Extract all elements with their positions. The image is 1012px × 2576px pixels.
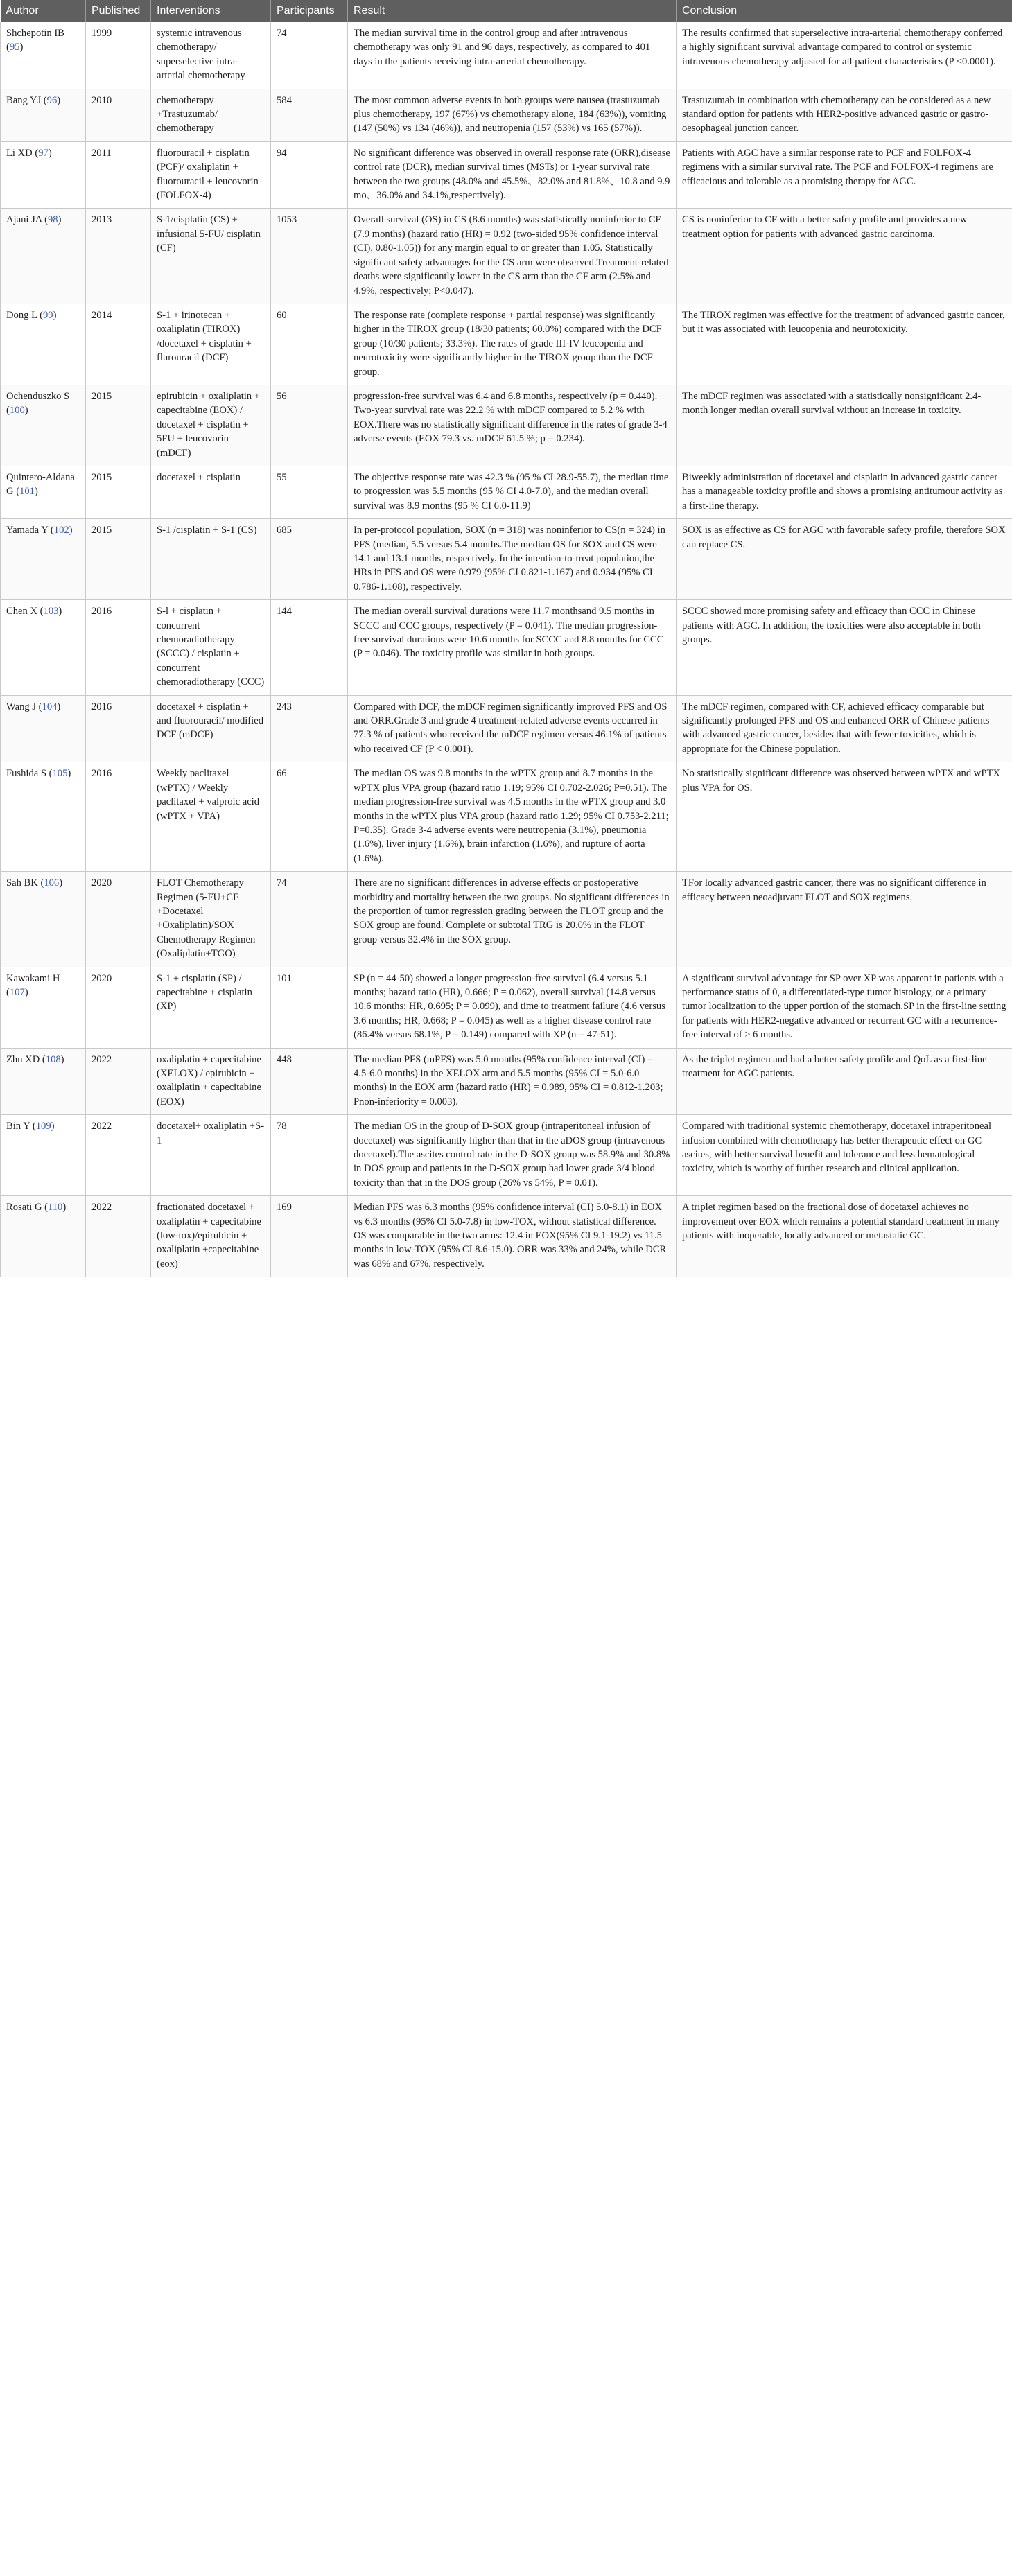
cell-participants: 144 — [271, 600, 348, 695]
cell-interventions: fluorouracil + cisplatin (PCF)/ oxaliplatin + fluorouracil + leucovorin (FOLFOX-4) — [151, 141, 271, 209]
table-row — [1, 304, 1012, 385]
cell-author: Shchepotin IB (95) — [1, 22, 86, 89]
cell-result: The median OS in the group of D-SOX group (intraperitoneal infusion of docetaxel) was significantly higher than that in the aDOS group (intravenous docetaxel).The ascites control rate in the D-SOX group was 58.9% and 30.8% in DOS group and patients in the D-SOX group had lower grade 3/4 blood toxicity than that in the DOS group (26% vs 54%, P = 0.01). — [348, 1115, 677, 1196]
cell-author: Yamada Y (102) — [1, 519, 86, 600]
cell-result: progression-free survival was 6.4 and 6.8 months, respectively (p = 0.440). Two-year survival rate was 22.2 % with mDCF compared to 5.2 % with EOX.There was no statistically significant difference in the rates of grade 3-4 adverse events (EOX 79.3 vs. mDCF 61.5 %; p = 0.234). — [348, 385, 677, 466]
cell-result: The median OS was 9.8 months in the wPTX group and 8.7 months in the wPTX plus VPA group (hazard ratio 1.19; 95% CI 0.702-2.026; P=0.51). The median progression-free survival was 4.5 months in the wPTX group and 3.0 months in the wPTX plus VPA group (hazard ratio 1.29; 95% CI 0.753-2.211; P=0.35). Grade 3-4 adverse events were neutropenia (3.1%), pneumonia (1.6%), liver injury (1.6%), brain infarction (1.6%), and rupture of aorta (1.6%). — [348, 762, 677, 872]
cell-conclusion: Trastuzumab in combination with chemotherapy can be considered as a new standard option for patients with HER2-positive advanced gastric or gastro-oesophageal junction cancer. — [677, 89, 1012, 141]
table-row — [1, 600, 1012, 695]
cell-interventions: epirubicin + oxaliplatin + capecitabine (EOX) / docetaxel + cisplatin + 5FU + leucovorin (mDCF) — [151, 385, 271, 466]
table-body — [1, 22, 1012, 1277]
cell-published: 2011 — [86, 141, 151, 209]
reference-link[interactable]: 95 — [9, 42, 20, 53]
author-name: Chen X — [6, 606, 37, 617]
cell-conclusion: The TIROX regimen was effective for the treatment of advanced gastric cancer, but it was associated with leucopenia and neurotoxicity. — [677, 304, 1012, 385]
cell-published: 2010 — [86, 89, 151, 141]
cell-interventions: docetaxel + cisplatin — [151, 466, 271, 518]
cell-participants: 243 — [271, 695, 348, 762]
cell-interventions: S-1 /cisplatin + S-1 (CS) — [151, 519, 271, 600]
header-author: Author — [1, 0, 86, 22]
cell-published: 2016 — [86, 762, 151, 872]
reference-link[interactable]: 106 — [44, 877, 60, 889]
author-name: Li XD — [6, 147, 33, 159]
cell-result: The median PFS (mPFS) was 5.0 months (95% confidence interval (CI) = 4.5-6.0 months) in the XELOX arm and 5.5 months (95% CI = 5.0-6.0 months) in the EOX arm (hazard ratio (HR) = 0.989, 95% CI = 0.812-1.203; Pnon-inferiority = 0.003). — [348, 1048, 677, 1115]
header-row — [1, 0, 1012, 22]
cell-participants: 74 — [271, 872, 348, 967]
cell-author: Bang YJ (96) — [1, 89, 86, 141]
author-name: Dong L — [6, 309, 37, 321]
cell-interventions: docetaxel + cisplatin + and fluorouracil/ modified DCF (mDCF) — [151, 695, 271, 762]
cell-author: Rosati G (110) — [1, 1196, 86, 1277]
cell-interventions: Weekly paclitaxel (wPTX) / Weekly paclitaxel + valproic acid (wPTX + VPA) — [151, 762, 271, 872]
cell-interventions: S-1/cisplatin (CS) + infusional 5-FU/ cisplatin (CF) — [151, 209, 271, 304]
cell-conclusion: Patients with AGC have a similar response rate to PCF and FOLFOX-4 regimens with a similar survival rate. The PCF and FOLFOX-4 regimens are efficacious and tolerable as a promising therapy for AGC. — [677, 141, 1012, 209]
table-row — [1, 762, 1012, 872]
cell-participants: 101 — [271, 967, 348, 1048]
cell-participants: 66 — [271, 762, 348, 872]
cell-result: Median PFS was 6.3 months (95% confidence interval (CI) 5.0-8.1) in EOX vs 6.3 months (95% CI 5.0-7.8) in low-TOX, without statistical difference. OS was comparable in the two arms: 12.4 in EOX(95% CI 9.1-19.2) vs 11.5 months in low-TOX (95% CI 8.6-15.0). ORR was 33% and 24%, while DCR was 68% and 67%, respectively. — [348, 1196, 677, 1277]
author-name: Rosati G — [6, 1202, 42, 1213]
cell-participants: 1053 — [271, 209, 348, 304]
author-name: Yamada Y — [6, 525, 49, 536]
reference-link[interactable]: 98 — [48, 214, 58, 226]
header-conclusion: Conclusion — [677, 0, 1012, 22]
cell-conclusion: The results confirmed that superselective intra-arterial chemotherapy conferred a highly significant survival advantage compared to control or systemic intravenous chemotherapy adjusted for all patient characteristics (P <0.0001). — [677, 22, 1012, 89]
header-result: Result — [348, 0, 677, 22]
author-name: Bang YJ — [6, 94, 42, 106]
trials-table — [0, 0, 1012, 1277]
author-name: Zhu XD — [6, 1053, 40, 1065]
header-published: Published — [86, 0, 151, 22]
cell-participants: 78 — [271, 1115, 348, 1196]
cell-author: Bin Y (109) — [1, 1115, 86, 1196]
reference-link[interactable]: 104 — [42, 701, 58, 712]
cell-author: Li XD (97) — [1, 141, 86, 209]
author-name: Quintero-Aldana G — [6, 471, 75, 498]
cell-result: There are no significant differences in adverse effects or postoperative morbidity and mortality between the two groups. No significant differences in the proportion of tumor regression grading between the FLOT group and the SOX group are found. Complete or subtotal TRG is 20.0% in the FLOT group versus 32.4% in the SOX group. — [348, 872, 677, 967]
cell-published: 2022 — [86, 1115, 151, 1196]
cell-author: Quintero-Aldana G (101) — [1, 466, 86, 518]
cell-conclusion: As the triplet regimen and had a better safety profile and QoL as a first-line treatment for AGC patients. — [677, 1048, 1012, 1115]
reference-link[interactable]: 103 — [43, 606, 59, 617]
cell-conclusion: The mDCF regimen was associated with a statistically nonsignificant 2.4-month longer median overall survival without an increase in toxicity. — [677, 385, 1012, 466]
cell-result: SP (n = 44-50) showed a longer progression-free survival (6.4 versus 5.1 months; hazard ratio (HR), 0.666; P = 0.062), overall survival (14.8 versus 10.6 months; HR, 0.695; P = 0.099), and time to treatment failure (4.6 versus 3.6 months; HR, 0.668; P = 0.045) as well as a higher disease control rate (86.4% versus 68.1%, P = 0.149) compared with XP (n = 47-51). — [348, 967, 677, 1048]
reference-link[interactable]: 101 — [19, 486, 35, 498]
cell-author: Fushida S (105) — [1, 762, 86, 872]
cell-interventions: S-1 + irinotecan + oxaliplatin (TIROX) /docetaxel + cisplatin + flurouracil (DCF) — [151, 304, 271, 385]
cell-interventions: chemotherapy +Trastuzumab/ chemotherapy — [151, 89, 271, 141]
table-row — [1, 695, 1012, 762]
cell-published: 2016 — [86, 695, 151, 762]
cell-result: In per-protocol population, SOX (n = 318) was noninferior to CS(n = 324) in PFS (median, 5.5 versus 5.4 months.The median OS for SOX and CS were 14.1 and 13.1 months, respectively. In the intention-to-treat population,the HRs in PFS and OS were 0.979 (95% CI 0.821-1.167) and 0.934 (95% CI 0.786-1.108), respectively. — [348, 519, 677, 600]
cell-participants: 94 — [271, 141, 348, 209]
header-interventions: Interventions — [151, 0, 271, 22]
cell-conclusion: A significant survival advantage for SP over XP was apparent in patients with a performance status of 0, a differentiated-type tumor histology, or a primary tumor localization to the upper portion of the stomach.SP in the first-line setting for patients with HER2-negative advanced or recurrent GC with a recurrence-free interval of ≥ 6 months. — [677, 967, 1012, 1048]
cell-published: 2022 — [86, 1048, 151, 1115]
cell-author: Wang J (104) — [1, 695, 86, 762]
cell-author: Dong L (99) — [1, 304, 86, 385]
cell-published: 1999 — [86, 22, 151, 89]
cell-result: The objective response rate was 42.3 % (95 % CI 28.9-55.7), the median time to progression was 5.5 months (95 % CI 4.0-7.0), and the median overall survival was 8.9 months (95 % CI 6.0-11.9) — [348, 466, 677, 518]
cell-published: 2020 — [86, 967, 151, 1048]
cell-participants: 448 — [271, 1048, 348, 1115]
cell-conclusion: TFor locally advanced gastric cancer, there was no significant difference in efficacy between neoadjuvant FLOT and SOX regimens. — [677, 872, 1012, 967]
cell-conclusion: SCCC showed more promising safety and efficacy than CCC in Chinese patients with AGC. In addition, the toxicities were also acceptable in both groups. — [677, 600, 1012, 695]
cell-result: No significant difference was observed in overall response rate (ORR),disease control rate (DCR), median survival times (MSTs) or 1-year survival rate between the two groups (48.0% and 45.5%、82.0% and 81.8%、10.8 and 9.9 mo、36.0% and 34.1%,respectively). — [348, 141, 677, 209]
cell-result: The most common adverse events in both groups were nausea (trastuzumab plus chemotherapy, 197 (67%) vs chemotherapy alone, 184 (63%)), vomiting (147 (50%) vs 134 (46%)), and neutropenia (157 (53%) vs 165 (57%)). — [348, 89, 677, 141]
cell-interventions: FLOT Chemotherapy Regimen (5-FU+CF +Docetaxel +Oxaliplatin)/SOX Chemotherapy Regimen (Oxaliplatin+TGO) — [151, 872, 271, 967]
cell-conclusion: Biweekly administration of docetaxel and cisplatin in advanced gastric cancer has a manageable toxicity profile and shows a promising antitumour activity as a first-line therapy. — [677, 466, 1012, 518]
cell-author: Zhu XD (108) — [1, 1048, 86, 1115]
reference-link[interactable]: 105 — [52, 768, 68, 780]
table-row — [1, 385, 1012, 466]
reference-link[interactable]: 108 — [45, 1053, 61, 1065]
reference-link[interactable]: 96 — [46, 94, 58, 106]
table-row — [1, 466, 1012, 518]
cell-interventions: S-l + cisplatin + concurrent chemoradiotherapy (SCCC) / cisplatin + concurrent chemoradiotherapy (CCC) — [151, 600, 271, 695]
cell-interventions: docetaxel+ oxaliplatin +S-1 — [151, 1115, 271, 1196]
cell-participants: 74 — [271, 22, 348, 89]
cell-author: Sah BK (106) — [1, 872, 86, 967]
cell-participants: 55 — [271, 466, 348, 518]
table-row — [1, 1115, 1012, 1196]
table-row — [1, 1048, 1012, 1115]
cell-participants: 60 — [271, 304, 348, 385]
cell-participants: 169 — [271, 1196, 348, 1277]
reference-link[interactable]: 110 — [48, 1202, 63, 1213]
cell-result: The median survival time in the control group and after intravenous chemotherapy was only 91 and 96 days, respectively, as compared to 401 days in the patients receiving intra-arterial chemotherapy. — [348, 22, 677, 89]
cell-interventions: oxaliplatin + capecitabine (XELOX) / epirubicin + oxaliplatin + capecitabine (EOX) — [151, 1048, 271, 1115]
cell-interventions: fractionated docetaxel + oxaliplatin + capecitabine (low-tox)/epirubicin + oxaliplatin +capecitabine (eox) — [151, 1196, 271, 1277]
table-row — [1, 209, 1012, 304]
reference-link[interactable]: 107 — [9, 986, 25, 998]
cell-published: 2014 — [86, 304, 151, 385]
table-row — [1, 141, 1012, 209]
cell-conclusion: CS is noninferior to CF with a better safety profile and provides a new treatment option for patients with advanced gastric carcinoma. — [677, 209, 1012, 304]
author-name: Ochenduszko S — [6, 390, 70, 402]
cell-interventions: systemic intravenous chemotherapy/ superselective intra-arterial chemotherapy — [151, 22, 271, 89]
table-row — [1, 519, 1012, 600]
cell-result: The median overall survival durations were 11.7 monthsand 9.5 months in SCCC and CCC groups, respectively (P = 0.041). The median progression-free survival durations were 10.6 months for SCCC and 8.8 months for CCC (P = 0.046). The toxicity profile was similar in both groups. — [348, 600, 677, 695]
cell-participants: 584 — [271, 89, 348, 141]
cell-published: 2022 — [86, 1196, 151, 1277]
cell-author: Chen X (103) — [1, 600, 86, 695]
author-name: Fushida S — [6, 768, 46, 780]
reference-link[interactable]: 97 — [38, 147, 49, 159]
author-name: Ajani JA — [6, 214, 42, 226]
table-row — [1, 967, 1012, 1048]
author-name: Shchepotin IB — [6, 28, 64, 39]
cell-published: 2013 — [86, 209, 151, 304]
cell-published: 2015 — [86, 519, 151, 600]
cell-conclusion: No statistically significant difference was observed between wPTX and wPTX plus VPA for OS. — [677, 762, 1012, 872]
cell-author: Ochenduszko S (100) — [1, 385, 86, 466]
header-participants: Participants — [271, 0, 348, 22]
cell-conclusion: SOX is as effective as CS for AGC with favorable safety profile, therefore SOX can replace CS. — [677, 519, 1012, 600]
author-name: Wang J — [6, 701, 37, 712]
trials-table-container — [0, 0, 1012, 1277]
table-row — [1, 22, 1012, 89]
table-row — [1, 1196, 1012, 1277]
cell-result: The response rate (complete response + partial response) was significantly higher in the TIROX group (18/30 patients; 60.0%) compared with the DCF group (10/30 patients; 33.3%). The rates of grade III-IV leucopenia and neurotoxicity were significantly higher in the TIROX group than the DCF group. — [348, 304, 677, 385]
reference-link[interactable]: 100 — [9, 405, 25, 417]
cell-result: Compared with DCF, the mDCF regimen significantly improved PFS and OS and ORR.Grade 3 and grade 4 treatment-related adverse events occurred in 77.3 % of patients who received the mDCF regimen versus 46.1% of patients who received CF (P < 0.001). — [348, 695, 677, 762]
cell-participants: 685 — [271, 519, 348, 600]
cell-interventions: S-1 + cisplatin (SP) / capecitabine + cisplatin (XP) — [151, 967, 271, 1048]
cell-conclusion: The mDCF regimen, compared with CF, achieved efficacy comparable but significantly prolonged PFS and OS and enhanced ORR of Chinese patients with advanced gastric cancer, besides that with fewer toxicities, which is appropriate for the Chinese population. — [677, 695, 1012, 762]
table-row — [1, 872, 1012, 967]
author-name: Bin Y — [6, 1121, 30, 1132]
table-row — [1, 89, 1012, 141]
cell-author: Ajani JA (98) — [1, 209, 86, 304]
cell-published: 2020 — [86, 872, 151, 967]
cell-conclusion: A triplet regimen based on the fractional dose of docetaxel achieves no improvement over EOX which remains a potential standard treatment in many patients with inoperable, locally advanced or metastatic GC. — [677, 1196, 1012, 1277]
cell-published: 2016 — [86, 600, 151, 695]
reference-link[interactable]: 102 — [53, 525, 69, 536]
author-name: Sah BK — [6, 877, 38, 889]
table-header — [1, 0, 1012, 22]
reference-link[interactable]: 99 — [42, 309, 53, 321]
cell-author: Kawakami H (107) — [1, 967, 86, 1048]
cell-published: 2015 — [86, 466, 151, 518]
cell-participants: 56 — [271, 385, 348, 466]
cell-result: Overall survival (OS) in CS (8.6 months) was statistically noninferior to CF (7.9 months) (hazard ratio (HR) = 0.92 (two-sided 95% confidence interval (CI), 0.80-1.05)) for any margin equal to or greater than 1.05. Statistically significant safety advantages for the CS arm were observed.Treatment-related deaths were significantly lower in the CS arm than the CF arm (2.5% and 4.9%, respectively; P<0.047). — [348, 209, 677, 304]
reference-link[interactable]: 109 — [35, 1121, 51, 1132]
cell-conclusion: Compared with traditional systemic chemotherapy, docetaxel intraperitoneal infusion combined with chemotherapy has better therapeutic effect on GC ascites, with better survival benefit and tolerance and less hematological toxicity, which is worthy of further research and clinical application. — [677, 1115, 1012, 1196]
author-name: Kawakami H — [6, 972, 60, 984]
cell-published: 2015 — [86, 385, 151, 466]
